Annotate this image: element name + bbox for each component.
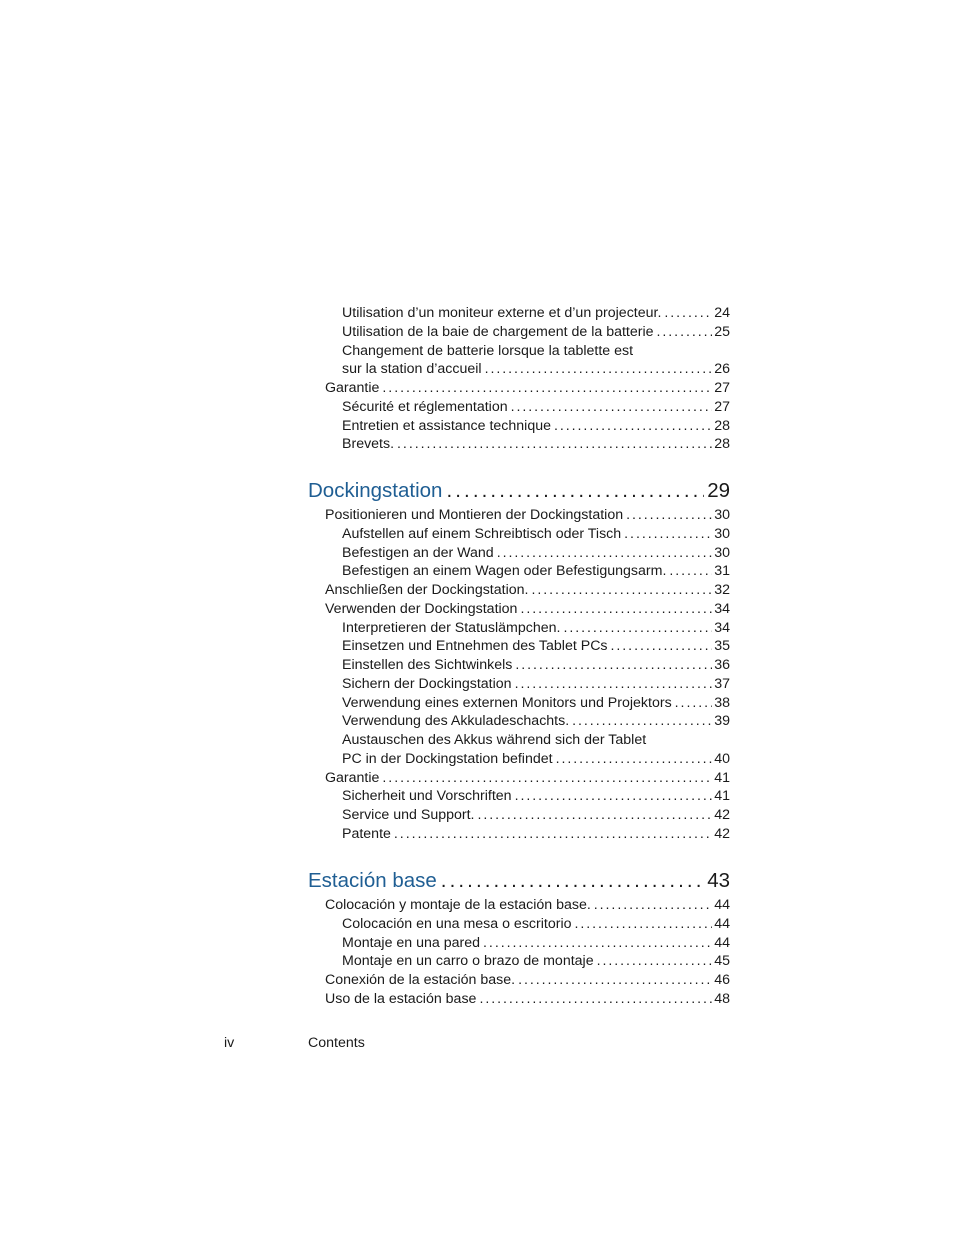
dot-leader bbox=[515, 675, 713, 693]
chapter-title: Dockingstation bbox=[308, 479, 443, 502]
toc-entry-title: Befestigen an einem Wagen oder Befestigungsarm. bbox=[342, 563, 667, 580]
toc-entry-title: Sichern der Dockingstation bbox=[342, 675, 512, 692]
toc-entry[interactable] bbox=[342, 934, 730, 952]
toc-entry[interactable] bbox=[342, 656, 730, 674]
toc-entry-page: 30 bbox=[714, 544, 730, 561]
toc-entry[interactable] bbox=[325, 600, 730, 618]
dot-leader bbox=[483, 934, 712, 952]
toc-entry-title: Sécurité et réglementation bbox=[342, 398, 508, 415]
toc-entry[interactable] bbox=[342, 675, 730, 693]
toc-entry[interactable] bbox=[342, 435, 730, 453]
toc-entry[interactable] bbox=[342, 825, 730, 843]
running-footer-title: Contents bbox=[308, 1035, 365, 1051]
dot-leader bbox=[554, 417, 712, 435]
toc-entry[interactable] bbox=[342, 562, 730, 580]
dot-leader bbox=[518, 971, 712, 989]
toc-entry-page: 32 bbox=[714, 582, 730, 598]
dot-leader bbox=[575, 915, 713, 933]
toc-entry-title: Montaje en un carro o brazo de montaje bbox=[342, 953, 594, 970]
toc-entry-title: sur la station d’accueil bbox=[342, 361, 482, 378]
toc-entry-title: Verwendung eines externen Monitors und Projektors bbox=[342, 694, 672, 711]
dot-leader bbox=[446, 479, 704, 503]
dot-leader bbox=[597, 952, 713, 970]
toc-entry-title: Colocación en una mesa o escritorio bbox=[342, 915, 572, 932]
toc-entry-title: Einstellen des Sichtwinkels bbox=[342, 657, 513, 673]
dot-leader bbox=[675, 694, 713, 712]
toc-entry-page: 24 bbox=[714, 305, 730, 321]
dot-leader bbox=[664, 304, 712, 322]
dot-leader bbox=[485, 360, 713, 378]
toc-entry-title: Verwenden der Dockingstation bbox=[325, 600, 518, 617]
toc-entry[interactable] bbox=[342, 952, 730, 970]
toc-entry-title: Brevets. bbox=[342, 436, 395, 453]
toc-entry-title: Entretien et assistance technique bbox=[342, 417, 552, 434]
toc-entry[interactable] bbox=[342, 694, 730, 712]
toc-entry-page: 28 bbox=[714, 417, 730, 434]
toc-entry[interactable] bbox=[342, 731, 646, 749]
toc-entry[interactable] bbox=[342, 787, 730, 805]
toc-entry-title: Einsetzen und Entnehmen des Tablet PCs bbox=[342, 638, 608, 655]
toc-entry-title: Utilisation d’un moniteur externe et d’un projecteur. bbox=[342, 305, 662, 321]
toc-entry-page: 44 bbox=[714, 897, 730, 913]
toc-entry[interactable] bbox=[342, 398, 730, 416]
dot-leader bbox=[657, 323, 713, 341]
dot-leader bbox=[382, 379, 712, 397]
toc-entry[interactable] bbox=[325, 990, 730, 1008]
toc-entry-page: 42 bbox=[714, 825, 730, 842]
toc-entry-page: 34 bbox=[714, 619, 730, 636]
toc-entry[interactable] bbox=[342, 750, 730, 768]
toc-entry[interactable] bbox=[342, 360, 730, 378]
toc-entry-page: 30 bbox=[714, 507, 730, 523]
dot-leader bbox=[515, 787, 713, 805]
toc-entry-title: Verwendung des Akkuladeschachts. bbox=[342, 713, 570, 730]
toc-entry[interactable] bbox=[342, 806, 730, 824]
toc-entry-page: 30 bbox=[714, 525, 730, 542]
dot-leader bbox=[520, 600, 712, 618]
toc-entry-page: 44 bbox=[714, 934, 730, 951]
chapter-heading[interactable] bbox=[308, 479, 730, 503]
toc-entry[interactable] bbox=[342, 417, 730, 435]
toc-entry-title: PC in der Dockingstation befindet bbox=[342, 750, 553, 767]
dot-leader bbox=[382, 769, 712, 787]
toc-entry-page: 45 bbox=[714, 953, 730, 970]
toc-entry-title: Befestigen an der Wand bbox=[342, 544, 494, 561]
toc-entry-title: Garantie bbox=[325, 769, 380, 786]
toc-entry[interactable] bbox=[342, 637, 730, 655]
toc-entry-page: 27 bbox=[714, 380, 730, 396]
dot-leader bbox=[497, 544, 713, 562]
toc-entry-title: Positionieren und Montieren der Dockingstation bbox=[325, 507, 624, 523]
toc-entry-title: Aufstellen auf einem Schreibtisch oder Tisch bbox=[342, 525, 622, 542]
dot-leader bbox=[479, 990, 712, 1008]
dot-leader bbox=[594, 896, 712, 914]
toc-entry-title: Patente bbox=[342, 825, 391, 842]
toc-entry-page: 26 bbox=[714, 361, 730, 378]
dot-leader bbox=[624, 525, 712, 543]
toc-entry[interactable] bbox=[325, 769, 730, 787]
dot-leader bbox=[478, 806, 713, 824]
chapter-page: 29 bbox=[707, 479, 730, 502]
toc-entry-title: Anschließen der Dockingstation. bbox=[325, 582, 529, 598]
toc-entry-page: 38 bbox=[714, 694, 730, 711]
toc-entry-page: 44 bbox=[714, 915, 730, 932]
toc-entry[interactable] bbox=[342, 525, 730, 543]
toc-entry-title: Austauschen des Akkus während sich der Tablet bbox=[342, 732, 647, 748]
toc-entry-page: 40 bbox=[714, 750, 730, 767]
toc-entry-page: 28 bbox=[714, 436, 730, 453]
chapter-heading[interactable] bbox=[308, 869, 730, 893]
toc-entry-page: 42 bbox=[714, 807, 730, 823]
toc-entry-title: Interpretieren der Statuslämpchen. bbox=[342, 619, 561, 636]
toc-entry-page: 37 bbox=[714, 675, 730, 692]
dot-leader bbox=[394, 825, 712, 843]
toc-entry-title: Uso de la estación base bbox=[325, 990, 477, 1007]
dot-leader bbox=[515, 656, 712, 674]
toc-entry-page: 27 bbox=[714, 398, 730, 415]
toc-entry-page: 46 bbox=[714, 972, 730, 988]
toc-entry-title: Service und Support. bbox=[342, 807, 475, 823]
toc-entry-page: 36 bbox=[714, 657, 730, 673]
toc-entry-title: Sicherheit und Vorschriften bbox=[342, 788, 512, 805]
dot-leader bbox=[563, 619, 712, 637]
toc-entry[interactable] bbox=[325, 379, 730, 397]
dot-leader bbox=[669, 562, 712, 580]
toc-entry[interactable] bbox=[342, 304, 730, 322]
toc-entry[interactable] bbox=[325, 971, 730, 989]
toc-entry[interactable] bbox=[325, 581, 730, 599]
toc-entry-page: 34 bbox=[714, 600, 730, 617]
toc-entry[interactable] bbox=[342, 544, 730, 562]
toc-entry[interactable] bbox=[342, 619, 730, 637]
toc-entry-page: 31 bbox=[714, 563, 730, 580]
chapter-page: 43 bbox=[707, 869, 730, 892]
toc-entry-title: Changement de batterie lorsque la tablette est bbox=[342, 342, 634, 359]
dot-leader bbox=[572, 712, 712, 730]
dot-leader bbox=[511, 398, 713, 416]
toc-entry-title: Colocación y montaje de la estación base. bbox=[325, 897, 591, 913]
dot-leader bbox=[531, 581, 712, 599]
toc-entry-page: 39 bbox=[714, 713, 730, 730]
toc-entry-title: Utilisation de la baie de chargement de la batterie bbox=[342, 323, 654, 340]
dot-leader bbox=[556, 750, 713, 768]
dot-leader bbox=[397, 435, 712, 453]
chapter-title: Estación base bbox=[308, 869, 437, 892]
toc-entry[interactable] bbox=[342, 323, 730, 341]
toc-entry-page: 35 bbox=[714, 638, 730, 655]
toc-entry-page: 48 bbox=[714, 990, 730, 1007]
toc-entry[interactable] bbox=[342, 712, 730, 730]
dot-leader bbox=[441, 869, 704, 893]
page-number: iv bbox=[224, 1035, 235, 1051]
toc-entry[interactable] bbox=[325, 896, 730, 914]
toc-entry-title: Montaje en una pared bbox=[342, 934, 481, 951]
toc-entry-title: Garantie bbox=[325, 380, 380, 396]
toc-entry-page: 41 bbox=[714, 788, 730, 805]
dot-leader bbox=[611, 637, 713, 655]
toc-entry[interactable] bbox=[325, 506, 730, 524]
toc-entry-title: Conexión de la estación base. bbox=[325, 972, 516, 988]
toc-entry[interactable] bbox=[342, 915, 730, 933]
dot-leader bbox=[626, 506, 712, 524]
toc-entry-page: 25 bbox=[714, 323, 730, 340]
toc-entry-page: 41 bbox=[714, 769, 730, 786]
toc-entry[interactable] bbox=[342, 342, 633, 360]
